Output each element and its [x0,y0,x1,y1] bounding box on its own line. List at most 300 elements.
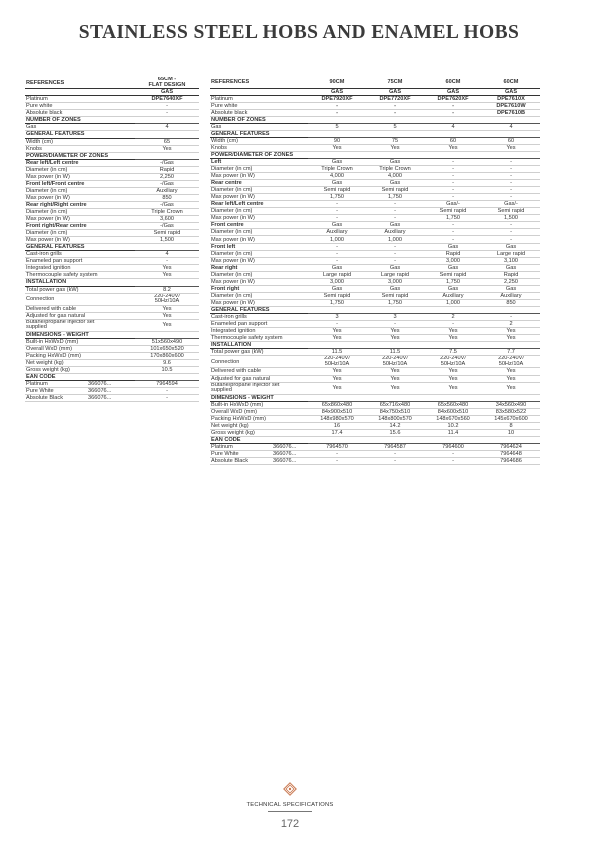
spec-row [210,299,540,306]
row-value: DPE7640XF [135,96,199,103]
row-value: Yes [135,312,199,319]
row-value: Yes [482,328,540,335]
row-value: Gas [308,222,366,229]
row-value: Gas [482,264,540,271]
row-value: Yes [424,144,482,151]
spec-row [25,367,199,374]
spec-row [25,96,199,103]
spec-row [25,265,199,272]
row-value: -/Gas [135,180,199,187]
row-label [210,451,308,458]
row-value: 83x580x522 [482,408,540,415]
row-value: Auxiliary [308,229,366,236]
row-value: Yes [308,368,366,375]
row-value: 1,000 [424,299,482,306]
row-value: Yes [366,368,424,375]
row-value [135,244,199,251]
spec-row [210,444,540,451]
row-label [210,458,308,465]
row-label: Left [210,158,308,165]
row-label: Max power (in W) [210,299,308,306]
row-value: 3,600 [135,216,199,223]
section-header-row [25,152,199,159]
row-label: DIMENSIONS - WEIGHT [210,394,308,401]
brand-emblem-icon [283,782,297,796]
row-value: 7.7 [482,349,540,356]
row-value: - [135,395,199,402]
spec-row [210,335,540,342]
footer-divider [268,811,312,812]
section-header-row [210,151,540,158]
spec-row [25,251,199,258]
footer-label: TECHNICAL SPECIFICATIONS [246,802,334,808]
row-value: 1,750 [308,299,366,306]
row-value: Gas [424,285,482,292]
row-value: Gas [482,285,540,292]
spec-row [25,395,199,402]
row-value: Yes [424,375,482,382]
row-label: Gross weight (kg) [210,429,308,436]
row-label: Adjusted for gas natural [210,375,308,382]
row-value: - [482,194,540,201]
row-value: 4 [135,124,199,131]
spec-row [25,237,199,244]
row-value [366,437,424,444]
spec-row [210,349,540,356]
row-value: Large rapid [308,271,366,278]
row-value: Yes [482,144,540,151]
row-value [366,130,424,137]
row-value [308,394,366,401]
row-value: Yes [135,305,199,312]
spec-table-body [210,77,540,465]
spec-row [25,293,199,305]
row-label: Max power (in W) [25,173,135,180]
row-value: 1,750 [424,215,482,222]
spec-row [25,208,199,215]
row-value: Semi rapid [424,208,482,215]
row-label: Absolute black [25,110,135,117]
row-label [25,381,135,388]
spec-row [210,271,540,278]
row-label: Absolute black [210,109,308,116]
row-value: - [424,458,482,465]
row-value: Auxiliary [424,292,482,299]
row-value: Auxiliary [482,292,540,299]
row-value: DPE7920XF [308,95,366,102]
row-value: 2 [482,321,540,328]
row-value: Yes [308,328,366,335]
row-value: 65 [135,138,199,145]
spec-row [210,243,540,250]
row-value: Yes [308,382,366,394]
row-value: Auxiliary [366,229,424,236]
row-value: 4 [482,123,540,130]
row-value: 75CM [366,77,424,88]
row-value: Large rapid [482,250,540,257]
row-value: 65x716x480 [366,401,424,408]
row-value [366,151,424,158]
row-value: 2,250 [482,278,540,285]
spec-row [25,194,199,201]
row-value: Yes [135,319,199,331]
row-value: 7964648 [482,451,540,458]
row-value: Gas [366,222,424,229]
row-value: 3 [366,314,424,321]
spec-row [210,285,540,292]
row-value: 2,250 [135,173,199,180]
row-value: - [424,109,482,116]
row-label: Gas [210,123,308,130]
row-value: 16 [308,422,366,429]
spec-row [25,319,199,331]
row-label: Rear centre [210,180,308,187]
row-value: 1,750 [308,194,366,201]
row-value: Yes [366,382,424,394]
section-header-row [210,342,540,349]
page-title: STAINLESS STEEL HOBS AND ENAMEL HOBS [78,22,520,43]
row-label: Connection [25,293,135,305]
row-label: Rear right/Right centre [25,201,135,208]
row-label: REFERENCES [210,77,308,88]
row-value: 1,000 [366,236,424,243]
row-label: Diameter (in cm) [210,229,308,236]
row-label: DIMENSIONS - WEIGHT [25,332,135,339]
row-value: - [308,109,366,116]
row-value [366,394,424,401]
row-value: - [308,208,366,215]
row-value: 1,750 [366,299,424,306]
row-label: Net weight (kg) [210,422,308,429]
row-label: Adjusted for gas natural [25,312,135,319]
row-label: EAN CODE [210,437,308,444]
row-label: Width (cm) [25,138,135,145]
row-label: Knobs [210,144,308,151]
spec-row [210,375,540,382]
row-label [25,89,135,96]
row-value: - [308,458,366,465]
row-label: POWER/DIAMETER OF ZONES [25,152,135,159]
row-value [135,152,199,159]
row-label: Max power (in W) [25,216,135,223]
row-value: Triple Crown [366,166,424,173]
row-label: Rear left/Left centre [210,201,308,208]
row-label: INSTALLATION [210,342,308,349]
row-value: Yes [308,335,366,342]
spec-row [210,137,540,144]
spec-row [210,215,540,222]
row-value: 9.6 [135,360,199,367]
row-value: - [424,321,482,328]
row-value: Gas [308,158,366,165]
header-row [25,89,199,96]
spec-row [25,159,199,166]
row-value: 220-240V/ 50Hz/10A [135,293,199,305]
spec-row [25,312,199,319]
spec-row [210,144,540,151]
spec-row [25,223,199,230]
row-value: - [424,236,482,243]
row-label: GENERAL FEATURES [25,244,135,251]
row-label: GENERAL FEATURES [210,306,308,313]
row-value: GAS [308,88,366,95]
row-label: Knobs [25,145,135,152]
row-label [25,388,135,395]
spec-row [25,216,199,223]
row-label: REFERENCES [25,77,135,89]
row-label: Cast-iron grills [210,314,308,321]
row-value: Gas [482,243,540,250]
row-label: Thermocouple safety system [25,272,135,279]
row-value: - [482,236,540,243]
row-label: Platinum [210,95,308,102]
row-value: Gas [366,158,424,165]
spec-row [25,360,199,367]
spec-row [210,401,540,408]
row-value: Yes [482,368,540,375]
row-label: Thermocouple safety system [210,335,308,342]
row-label: Diameter (in cm) [210,187,308,194]
spec-row [210,208,540,215]
row-value [308,151,366,158]
row-value [135,279,199,286]
spec-row [25,339,199,346]
row-value: Yes [308,375,366,382]
row-value: Yes [424,328,482,335]
row-label: Total power gas (kW) [25,286,135,293]
row-value: - [308,321,366,328]
row-value: Yes [482,382,540,394]
spec-row [25,272,199,279]
ean-label: Absolute Black [211,458,249,465]
row-value: - [366,250,424,257]
row-value: GAS [366,88,424,95]
row-value: 3,000 [366,278,424,285]
row-value: Rapid [482,271,540,278]
spec-row [210,321,540,328]
row-value: GAS [135,89,199,96]
row-value: 65CM - FLAT DESIGN [135,77,199,89]
row-value: Yes [366,144,424,151]
row-value: - [424,102,482,109]
row-label: Max power (in W) [210,194,308,201]
spec-row [25,201,199,208]
row-value [424,342,482,349]
row-value: Gas/- [424,201,482,208]
spec-row [210,222,540,229]
row-label: Diameter (in cm) [25,166,135,173]
row-value: Yes [366,335,424,342]
spec-row [25,138,199,145]
row-value: Semi rapid [482,208,540,215]
row-value: 60CM [424,77,482,88]
row-value: - [366,243,424,250]
row-value [424,116,482,123]
row-value: 84x750x510 [366,408,424,415]
spec-row [210,382,540,394]
row-label: Diameter (in cm) [210,271,308,278]
ean-prefix: 366076... [88,395,112,402]
row-value: Gas [366,285,424,292]
row-value: - [424,222,482,229]
row-value: - [482,314,540,321]
row-label: Built-in HxWxD (mm) [25,339,135,346]
ean-prefix: 366076... [273,458,297,465]
spec-row [210,451,540,458]
row-value: 1,000 [308,236,366,243]
spec-row [210,102,540,109]
row-value: Yes [424,335,482,342]
section-header-row [210,437,540,444]
row-label: Enameled pan support [210,321,308,328]
row-value [424,437,482,444]
row-label: Net weight (kg) [25,360,135,367]
spec-row [210,292,540,299]
row-value: - [482,222,540,229]
row-value: - [308,243,366,250]
row-value [135,117,199,124]
row-value: 11.5 [308,349,366,356]
row-value [366,116,424,123]
row-label: Front left [210,243,308,250]
row-value: Auxiliary [135,187,199,194]
ean-label: Platinum [26,381,48,388]
row-value: - [366,321,424,328]
row-value: -/Gas [135,201,199,208]
row-value: Semi rapid [308,187,366,194]
spec-row [25,103,199,110]
row-value: GAS [424,88,482,95]
row-value: DPE7610B [482,109,540,116]
row-label: Built-in HxWxD (mm) [210,401,308,408]
row-label: Packing HxWxD (mm) [210,415,308,422]
row-value: - [135,110,199,117]
row-value [308,116,366,123]
row-value: DPE7720XF [366,95,424,102]
spec-row [25,187,199,194]
row-value: Semi rapid [424,271,482,278]
spec-row [210,123,540,130]
spec-row [210,415,540,422]
row-value: Triple Crown [308,166,366,173]
spec-row [210,95,540,102]
spec-row [25,145,199,152]
spec-row [210,187,540,194]
row-value: - [424,173,482,180]
row-value: - [135,388,199,395]
row-value: Yes [366,375,424,382]
row-value: 17.4 [308,429,366,436]
row-value: -/Gas [135,223,199,230]
row-label: Max power (in W) [210,236,308,243]
row-value: 1,500 [135,237,199,244]
row-value [482,437,540,444]
row-value: 7964570 [308,444,366,451]
row-value: Gas [308,180,366,187]
row-value: 170x860x600 [135,353,199,360]
row-value: - [135,103,199,110]
row-value: 60 [424,137,482,144]
row-value: Yes [482,335,540,342]
row-label: Total power gas (kW) [210,349,308,356]
section-header-row [25,244,199,251]
row-value: - [308,215,366,222]
row-value: 2 [424,314,482,321]
section-header-row [25,374,199,381]
row-value: 7964600 [424,444,482,451]
row-value: 101x650x520 [135,346,199,353]
row-value: 4,000 [308,173,366,180]
spec-row [210,173,540,180]
row-value: Yes [482,375,540,382]
row-value: - [424,229,482,236]
row-value [424,151,482,158]
row-value: 145x670x600 [482,415,540,422]
row-value: Gas [424,264,482,271]
row-label: Packing HxWxD (mm) [25,353,135,360]
row-value: - [366,451,424,458]
row-value: 60CM [482,77,540,88]
row-value: Semi rapid [308,292,366,299]
row-label: Gas [25,124,135,131]
row-label: Rear right [210,264,308,271]
row-value: 10.2 [424,422,482,429]
row-value: Yes [308,144,366,151]
spec-row [210,250,540,257]
row-value: 3,000 [424,257,482,264]
ean-label: Platinum [211,444,233,451]
row-label: Max power (in W) [25,237,135,244]
row-value: 8.2 [135,286,199,293]
row-value: 220-240V/ 50Hz/10A [482,356,540,368]
row-label: Front centre [210,222,308,229]
row-value: - [366,257,424,264]
row-value: Yes [135,272,199,279]
spec-row [210,408,540,415]
row-label: INSTALLATION [25,279,135,286]
ean-prefix: 366076... [88,381,112,388]
spec-table-hobs [210,77,540,465]
row-value [482,116,540,123]
row-value: 5 [366,123,424,130]
row-label: Diameter (in cm) [210,250,308,257]
row-value: - [424,180,482,187]
header-row [25,77,199,89]
row-label: Diameter (in cm) [210,166,308,173]
ean-label: Absolute Black [26,395,64,402]
row-value: 75 [366,137,424,144]
row-value: 4 [424,123,482,130]
row-value [366,342,424,349]
header-row [210,88,540,95]
section-header-row [25,279,199,286]
row-value: DPE7610W [482,102,540,109]
row-label: Enameled pan support [25,258,135,265]
spec-row [210,180,540,187]
spec-row [25,124,199,131]
row-value: Yes [135,145,199,152]
row-label: Gross weight (kg) [25,367,135,374]
row-value [135,374,199,381]
spec-table-body [25,77,199,402]
row-value: 8 [482,422,540,429]
row-value: 15.6 [366,429,424,436]
row-value: 60 [482,137,540,144]
row-value: - [482,166,540,173]
section-header-row [210,394,540,401]
row-value: - [424,158,482,165]
spec-row [25,166,199,173]
